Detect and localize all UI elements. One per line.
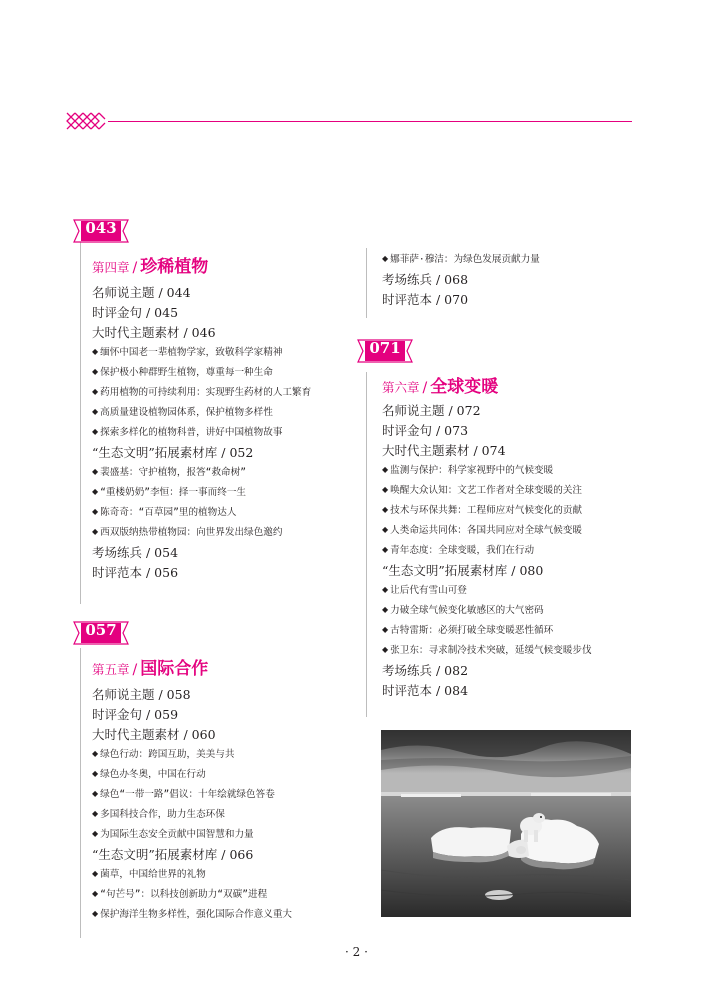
header-rule bbox=[108, 121, 632, 122]
chapter-4-heading[interactable] bbox=[92, 252, 208, 277]
chapter-5-prefix: 第五章 bbox=[92, 662, 130, 677]
diamond-bullet-icon: ◆ bbox=[92, 749, 99, 758]
diamond-bullet-icon: ◆ bbox=[92, 769, 99, 778]
diamond-bullet-icon: ◆ bbox=[92, 809, 99, 818]
diamond-bullet-icon: ◆ bbox=[92, 829, 99, 838]
diamond-bullet-icon: ◆ bbox=[92, 889, 99, 898]
chapter-4-toc bbox=[92, 283, 311, 583]
toc-item[interactable]: 时评范本 / 084 bbox=[382, 683, 469, 698]
chapter-6-title: 全球变暖 bbox=[430, 377, 499, 397]
toc-item[interactable]: 时评金句 / 059 bbox=[92, 707, 179, 722]
polar-bear-photo bbox=[381, 730, 631, 917]
diamond-bullet-icon: ◆ bbox=[382, 525, 389, 534]
chapter-5-toc-continued bbox=[382, 250, 540, 310]
toc-item[interactable]: 大时代主题素材 / 074 bbox=[382, 443, 506, 458]
toc-item[interactable]: 时评金句 / 073 bbox=[382, 423, 469, 438]
toc-subitem[interactable]: ◆ 绿色行动：跨国互助，美美与共 bbox=[92, 749, 235, 760]
diamond-bullet-icon: ◆ bbox=[382, 465, 389, 474]
diamond-bullet-icon: ◆ bbox=[92, 869, 99, 878]
toc-subitem[interactable]: ◆ 缅怀中国老一辈植物学家，致敬科学家精神 bbox=[92, 347, 283, 358]
toc-item[interactable]: 考场练兵 / 082 bbox=[382, 663, 469, 678]
toc-subitem[interactable]: ◆ 西双版纳热带植物园：向世界发出绿色邀约 bbox=[92, 527, 283, 538]
toc-subitem[interactable]: ◆ 陈奇奇：“百草园”里的植物达人 bbox=[92, 507, 237, 518]
toc-subitem[interactable]: ◆ 张卫东：寻求制冷技术突破，延缓气候变暖步伐 bbox=[382, 645, 592, 656]
toc-item[interactable]: 大时代主题素材 / 046 bbox=[92, 325, 216, 340]
right-column-rule-top bbox=[366, 248, 367, 318]
lattice-pattern-icon bbox=[66, 112, 106, 130]
toc-item[interactable]: 名师说主题 / 044 bbox=[92, 285, 191, 300]
right-column-rule bbox=[366, 372, 367, 717]
diamond-bullet-icon: ◆ bbox=[382, 645, 389, 654]
chapter-5-toc bbox=[92, 685, 292, 925]
toc-item[interactable]: 考场练兵 / 054 bbox=[92, 545, 179, 560]
diamond-bullet-icon: ◆ bbox=[382, 505, 389, 514]
toc-subitem[interactable]: ◆ 古特雷斯：必须打破全球变暖恶性循环 bbox=[382, 625, 554, 636]
chapter-6-prefix: 第六章 bbox=[382, 380, 420, 395]
toc-item[interactable]: 时评范本 / 070 bbox=[382, 292, 469, 307]
toc-subitem[interactable]: ◆ 裴盛基：守护植物，报答“救命树” bbox=[92, 467, 247, 478]
chapter-6-slash: / bbox=[422, 380, 428, 396]
diamond-bullet-icon: ◆ bbox=[92, 407, 99, 416]
toc-subitem[interactable]: ◆ 让后代有雪山可登 bbox=[382, 585, 467, 596]
left-column-rule bbox=[80, 242, 81, 604]
chapter-4-prefix: 第四章 bbox=[92, 260, 130, 275]
chapter-5-slash: / bbox=[132, 662, 138, 678]
toc-subitem[interactable]: ◆ 保护海洋生物多样性，强化国际合作意义重大 bbox=[92, 909, 293, 920]
toc-subitem[interactable]: ◆ 保护极小种群野生植物，尊重每一种生命 bbox=[92, 367, 273, 378]
diamond-bullet-icon: ◆ bbox=[382, 605, 389, 614]
toc-subitem[interactable]: ◆ 药用植物的可持续利用：实现野生药材的人工繁育 bbox=[92, 387, 312, 398]
diamond-bullet-icon: ◆ bbox=[382, 485, 389, 494]
chapter-5-number: 057 bbox=[85, 621, 117, 639]
diamond-bullet-icon: ◆ bbox=[92, 909, 99, 918]
diamond-bullet-icon: ◆ bbox=[92, 507, 99, 516]
diamond-bullet-icon: ◆ bbox=[382, 254, 389, 263]
toc-subitem[interactable]: ◆ 唤醒大众认知：文艺工作者对全球变暖的关注 bbox=[382, 485, 583, 496]
toc-subitem[interactable]: ◆ “句芒号”：以科技创新助力“双碳”进程 bbox=[92, 889, 268, 900]
toc-subitem[interactable]: ◆ 娜菲萨·穆洁：为绿色发展贡献力量 bbox=[382, 254, 540, 265]
chapter-5-badge bbox=[72, 618, 130, 648]
chapter-6-heading[interactable] bbox=[382, 372, 498, 397]
chapter-4-number: 043 bbox=[85, 219, 117, 237]
toc-subitem[interactable]: ◆ 高质量建设植物园体系，保护植物多样性 bbox=[92, 407, 273, 418]
toc-subitem[interactable]: ◆ 绿色“一带一路”倡议：十年绘就绿色答卷 bbox=[92, 789, 275, 800]
diamond-bullet-icon: ◆ bbox=[382, 545, 389, 554]
page-number: · 2 · bbox=[345, 945, 368, 959]
toc-subitem[interactable]: ◆ 青年态度：全球变暖，我们在行动 bbox=[382, 545, 535, 556]
chapter-4-slash: / bbox=[132, 260, 138, 276]
chapter-4-badge bbox=[72, 216, 130, 246]
chapter-4-title: 珍稀植物 bbox=[140, 257, 209, 277]
left-column-rule-2 bbox=[80, 648, 81, 938]
toc-item[interactable]: 名师说主题 / 058 bbox=[92, 687, 191, 702]
diamond-bullet-icon: ◆ bbox=[382, 625, 389, 634]
diamond-bullet-icon: ◆ bbox=[92, 527, 99, 536]
toc-subitem[interactable]: ◆ 多国科技合作，助力生态环保 bbox=[92, 809, 225, 820]
chapter-5-heading[interactable] bbox=[92, 654, 208, 679]
diamond-bullet-icon: ◆ bbox=[382, 585, 389, 594]
toc-subitem[interactable]: ◆ 人类命运共同体：各国共同应对全球气候变暖 bbox=[382, 525, 583, 536]
toc-item[interactable]: “生态文明”拓展素材库 / 052 bbox=[92, 445, 254, 460]
toc-item[interactable]: 名师说主题 / 072 bbox=[382, 403, 481, 418]
toc-subitem[interactable]: ◆ 技术与环保共舞：工程师应对气候变化的贡献 bbox=[382, 505, 583, 516]
diamond-bullet-icon: ◆ bbox=[92, 387, 99, 396]
toc-subitem[interactable]: ◆ 监测与保护：科学家视野中的气候变暖 bbox=[382, 465, 554, 476]
toc-item[interactable]: 时评范本 / 056 bbox=[92, 565, 179, 580]
toc-subitem[interactable]: ◆ 菌草，中国给世界的礼物 bbox=[92, 869, 206, 880]
toc-subitem[interactable]: ◆ 为国际生态安全贡献中国智慧和力量 bbox=[92, 829, 254, 840]
chapter-6-badge bbox=[356, 336, 414, 366]
diamond-bullet-icon: ◆ bbox=[92, 367, 99, 376]
diamond-bullet-icon: ◆ bbox=[92, 347, 99, 356]
chapter-5-title: 国际合作 bbox=[140, 659, 209, 679]
toc-subitem[interactable]: ◆ “重楼奶奶”李恒：择一事而终一生 bbox=[92, 487, 247, 498]
toc-subitem[interactable]: ◆ 绿色办冬奥，中国在行动 bbox=[92, 769, 206, 780]
chapter-6-number: 071 bbox=[369, 339, 401, 357]
toc-subitem[interactable]: ◆ 力破全球气候变化敏感区的大气密码 bbox=[382, 605, 544, 616]
toc-item[interactable]: 考场练兵 / 068 bbox=[382, 272, 469, 287]
toc-subitem[interactable]: ◆ 探索多样化的植物科普，讲好中国植物故事 bbox=[92, 427, 283, 438]
diamond-bullet-icon: ◆ bbox=[92, 487, 99, 496]
diamond-bullet-icon: ◆ bbox=[92, 427, 99, 436]
diamond-bullet-icon: ◆ bbox=[92, 789, 99, 798]
chapter-6-toc bbox=[382, 401, 592, 701]
toc-item[interactable]: 时评金句 / 045 bbox=[92, 305, 179, 320]
toc-item[interactable]: “生态文明”拓展素材库 / 080 bbox=[382, 563, 544, 578]
diamond-bullet-icon: ◆ bbox=[92, 467, 99, 476]
toc-item[interactable]: “生态文明”拓展素材库 / 066 bbox=[92, 847, 254, 862]
toc-item[interactable]: 大时代主题素材 / 060 bbox=[92, 727, 216, 742]
